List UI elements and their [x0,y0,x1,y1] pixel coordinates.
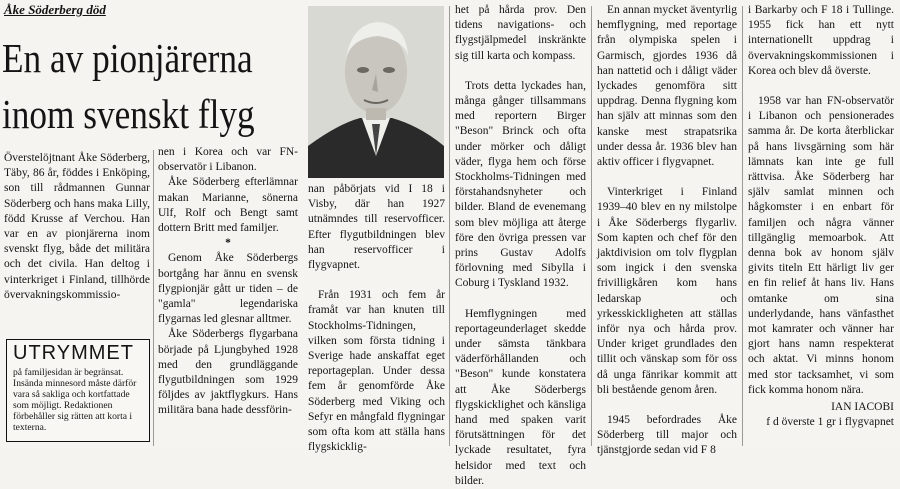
column-rule [591,6,592,446]
paragraph: i Barkarby och F 18 i Tullinge. 1955 fick han ett nytt internationellt uppdrag i övervakningskommissionen i Korea och blev då överste. [748,4,894,77]
author-signature: IAN IACOBI [831,401,894,414]
column-2 [158,145,298,419]
column-rule [742,6,743,446]
section-separator: * [225,237,231,250]
column-rule [153,150,154,446]
portrait-photo [308,6,444,178]
column-rule [449,6,450,446]
article-headline: En av pionjärerna inom svenskt flyg [2,35,255,137]
paragraph: het på hårda prov. Den tidens navigations- och flygstjälpmedel inskränkte sig till karta och kompass. [455,4,586,62]
column-3 [308,182,445,455]
paragraph: En annan mycket äventyrlig hemflygning, med reportage från olympiska spelen i Garmisch, gjordes 1936 då han nattetid och i dåligt väder lyckades genomföra sitt uppdrag. Denna flygning kom han själv att minnas som den kanske mest strapatsrika under dessa år. 1936 blev han aktiv officer i flygvapnet. [597,4,737,169]
column-4 [455,3,586,489]
notice-box-title: UTRYMMET [13,342,134,364]
portrait-photo-icon [308,6,444,178]
paragraph: Vinterkriget i Finland 1939–40 blev en ny milstolpe i Åke Söderbergs flygarliv. Som kapten och chef för den jaktdivision om tolv flygplan som ingick i den svenska frivilligkåren kom hans ledarskap och yrkesskickligheten att ställas inför nya och hårda prov. Under kriget grundlades den tillit och vänskap som för oss då unga fänrikar kommit att bli bestående genom åren. [597,186,737,396]
column-6 [748,3,894,430]
paragraph: nen i Korea och var FN-observatör i Libanon. [158,146,298,174]
paragraph: Överstelöjtnant Åke Söderberg, Täby, 86 år, föddes i Enköping, son till rådmannen Gunnar Söderberg och hans maka Lilly, född Krusse af Verchou. Han var en av pionjärerna inom svenskt flyg, både det militära och det civila. Han deltog i vinterkriget i Finland, tillhörde övervakningskommissio- [4,152,150,301]
column-1 [4,151,150,303]
paragraph: Trots detta lyckades han, många gånger tillsammans med reportern Birger "Beson" Brinck och ofta under mörker och dåligt väder, flyga hem och förse Stockholms-Tidningen med förstahandsnyheter och bilder. Bland de evenemang som blev möjliga att återge före den övriga pressen var prins Gustav Adolfs förlovning med Sibylla i Coburg i Tyskland 1932. [455,79,586,290]
notice-box [6,339,150,442]
author-title: f d överste 1 gr i flygvapnet [766,416,894,429]
paragraph: Från 1931 och fem år framåt var han knuten till Stockholms-Tidningen, vilken som första tidning i Sverige hade anskaffat eget reportageplan. Under dessa fem år genomförde Åke Söderberg med Viking och Sefyr en mångfald flygningar som ofta kom att ställa hans flygskicklig- [308,289,445,454]
paragraph: Genom Åke Söderbergs bortgång har ännu en svensk flygpionjär gått ur tiden – de "gamla" legendariska flygarnas led glesnar alltmer. [158,252,298,326]
notice-box-text: på familjesidan är begränsat. Insända minnesord måste därför vara så sakliga och kortfattade som möjligt. Redaktionen förbehåller sig rätten att korta i texterna. [13,367,137,433]
column-5 [597,3,737,459]
paragraph: Åke Söderbergs flygarbana började på Ljungbyhed 1928 med den grundläggande flygutbildningen som 1929 följdes av jaktflygkurs. Hans militära bana hade dessförin- [158,328,298,417]
paragraph: Hemflygningen med reportageunderlaget skedde under sämsta tänkbara väderförhållanden och "Beson" kunde konstatera att Åke Söderbergs flygskicklighet och känsliga hand med spaken varit förutsättningen för det lyckade resultatet, fyra helsidor med text och bilder. [455,307,586,487]
paragraph: 1945 befordrades Åke Söderberg till major och tjänstgjorde sedan vid F 8 [597,414,737,457]
paragraph: Åke Söderberg efterlämnar makan Marianne, sönerna Ulf, Rolf och Bengt samt dottern Britt med familjer. [158,176,298,235]
paragraph: 1958 var han FN-observatör i Libanon och pensionerades samma år. De korta återblickar på hans livsgärning som här lämnats kan inte ge full rättvisa. Åke Söderberg har själv samlat minnen och hågkomster i en enbart för familjen och några vänner tillgänglig memoarbok. Att denna bok av honom själv givits titeln Ett härligt liv ger en fin relief åt hans liv. Hans omtanke om sina underlydande, hans vänfasthet mot kamrater och vänner har gjort hans namn respekterat och aktat. Vi minns honom med stor tacksamhet, vi som fick komma honom nära. [748,95,894,396]
paragraph: nan påbörjats vid I 18 i Visby, där han 1927 utnämndes till reservofficer. Efter flygutbildningen blev han reservofficer i flygvapnet. [308,183,445,272]
article-kicker: Åke Söderberg död [4,2,106,17]
